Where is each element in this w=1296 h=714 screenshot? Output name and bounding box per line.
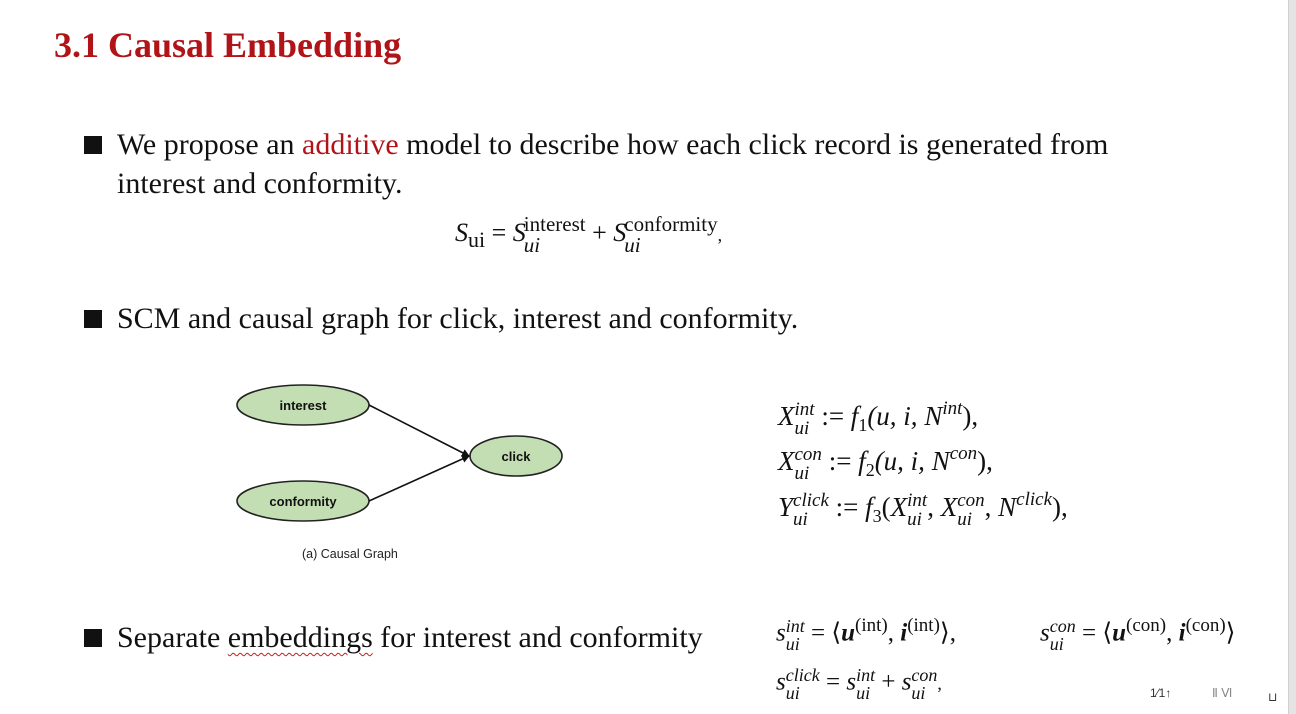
sym-f1: f [850, 401, 859, 432]
footer-glyph: ⊔ [1268, 690, 1278, 704]
sub-ui-2: ui [624, 233, 641, 257]
sym-N: N [931, 446, 950, 477]
sup-conformity: conformity [624, 212, 718, 236]
equals-sign: = [811, 619, 826, 647]
sub-ui: ui [911, 683, 926, 703]
s-con-supsub [1050, 617, 1076, 653]
sup-click: click [793, 490, 829, 511]
vec-i: i [1178, 619, 1186, 647]
comma: , [887, 619, 894, 647]
rangle: ⟩ [939, 619, 950, 647]
comma: , [949, 619, 956, 647]
bullet-3-after: for interest and conformity [372, 621, 703, 654]
embed-eq-con [1040, 614, 1236, 654]
s-click-supsub [786, 666, 820, 702]
x2-sub: ui [957, 509, 972, 530]
sym-X-con: X [778, 446, 795, 477]
formula-comma: , [717, 224, 723, 245]
bullet-text-1 [117, 125, 1108, 203]
bullet-marker-1 [84, 136, 102, 154]
sub-ui: ui [794, 418, 810, 439]
N-sup-con: con [949, 443, 978, 465]
u-sup-int: (int) [855, 614, 888, 636]
graph-caption: (a) Causal Graph [302, 547, 398, 561]
close-paren: ), [962, 401, 979, 432]
interest-label: interest [279, 398, 327, 413]
equals-sign: = [491, 217, 507, 247]
sym-s: s [901, 668, 912, 696]
plus-sign: + [881, 668, 896, 696]
sub-ui: ui [793, 509, 808, 530]
sym-S-interest: S [512, 217, 526, 247]
sup-int: int [856, 665, 876, 685]
open-paren: ( [881, 492, 891, 523]
s-con-supsub-2 [911, 666, 937, 702]
args-u-i: (u, i, [867, 401, 925, 432]
sup-con: con [1049, 616, 1076, 636]
sym-X-int-arg: X [890, 492, 908, 523]
sym-s: s [1040, 619, 1050, 647]
x2-supsub [957, 491, 984, 529]
comma: , [937, 673, 942, 694]
f-sub-3: 3 [872, 506, 882, 527]
conformity-supsub [624, 214, 717, 256]
sup-con: con [911, 665, 938, 685]
sub-ui: ui [1049, 634, 1064, 654]
sym-S-conformity: S [613, 217, 627, 247]
sym-s: s [776, 668, 786, 696]
sym-N: N [998, 492, 1017, 523]
sub-ui: ui [794, 463, 810, 484]
sym-s: s [776, 619, 786, 647]
assign-op: := [835, 492, 859, 523]
sub-ui-1: ui [523, 233, 541, 257]
equals-sign: = [825, 668, 841, 696]
i-sup-int: (int) [907, 614, 940, 636]
x1-sub: ui [907, 509, 922, 530]
sup-int: int [794, 399, 815, 420]
equals-sign: = [1081, 619, 1097, 647]
embed-eq-click [776, 666, 942, 702]
vec-u: u [1112, 619, 1127, 647]
embed-eq-int [776, 614, 956, 654]
sym-S: S [455, 217, 468, 247]
bullet-marker-3 [84, 629, 102, 647]
interest-supsub [524, 214, 586, 256]
s-int-supsub [786, 617, 805, 653]
langle: ⟨ [831, 619, 842, 647]
scrollbar-edge[interactable] [1288, 0, 1296, 714]
x2-sup: con [957, 490, 985, 511]
bullet-text-2: SCM and causal graph for click, interest and conformity. [117, 302, 799, 335]
sym-N: N [924, 401, 943, 432]
conformity-label: conformity [269, 494, 337, 509]
additive-formula [455, 214, 722, 256]
sym-s: s [846, 668, 857, 696]
u-sup-con: (con) [1126, 614, 1167, 636]
slide-title: 3.1 Causal Embedding [54, 25, 402, 65]
additive-highlight: additive [302, 128, 399, 161]
vec-u: u [841, 619, 856, 647]
sym-X-int: X [778, 401, 795, 432]
langle: ⟨ [1102, 619, 1113, 647]
comma: , [927, 492, 941, 523]
sub-ui: ui [785, 634, 800, 654]
sup-click: click [785, 665, 820, 685]
rangle: ⟩ [1225, 619, 1236, 647]
sym-Y-click: Y [778, 492, 794, 523]
sym-f3: f [865, 492, 873, 523]
sup-interest: interest [523, 212, 586, 236]
causal-graph [230, 378, 570, 538]
embeddings-spellcheck: embeddings [227, 621, 373, 654]
plus-sign: + [592, 217, 607, 247]
bullet-3-before: Separate [117, 621, 228, 654]
i-sup-con: (con) [1185, 614, 1226, 636]
edge-conformity-click [369, 456, 469, 501]
sup-int: int [785, 616, 805, 636]
x1-sup: int [907, 490, 928, 511]
footer-mark: Ⅱ Ⅵ [1212, 686, 1233, 700]
N-sup-click: click [1016, 489, 1053, 511]
scm2-supsub [795, 445, 822, 483]
x1-supsub [907, 491, 927, 529]
sym-X-con-arg: X [940, 492, 958, 523]
sym-f2: f [858, 446, 866, 477]
s-int-supsub-2 [856, 666, 875, 702]
scm-eq-3 [778, 491, 1068, 529]
edge-interest-click [369, 405, 469, 456]
scm-eq-2 [778, 445, 993, 483]
close-paren: ), [977, 446, 993, 477]
bullet-1-part-c: model to describe how each click record is generated from [398, 128, 1109, 161]
sub-ui: ui [468, 226, 486, 252]
f-sub-1: 1 [858, 415, 868, 436]
scm-eq-1 [778, 400, 978, 438]
vec-i: i [900, 619, 908, 647]
click-label: click [501, 449, 531, 464]
sub-ui: ui [785, 683, 800, 703]
bullet-1-line-2: interest and conformity. [117, 167, 403, 200]
N-sup-int: int [942, 398, 963, 420]
bullet-1-part-a: We propose an [117, 128, 303, 161]
assign-op: := [828, 446, 852, 477]
scm3-supsub [793, 491, 829, 529]
page-number: 1⁄1↑ [1150, 686, 1172, 700]
assign-op: := [821, 401, 845, 432]
close-paren: ), [1052, 492, 1068, 523]
sup-con: con [794, 444, 822, 465]
f-sub-2: 2 [865, 460, 875, 481]
comma: , [1166, 619, 1173, 647]
bullet-text-3 [117, 618, 703, 657]
comma: , [984, 492, 999, 523]
bullet-marker-2 [84, 310, 102, 328]
args-u-i: (u, i, [874, 446, 932, 477]
scm1-supsub [795, 400, 815, 438]
sub-ui: ui [856, 683, 871, 703]
